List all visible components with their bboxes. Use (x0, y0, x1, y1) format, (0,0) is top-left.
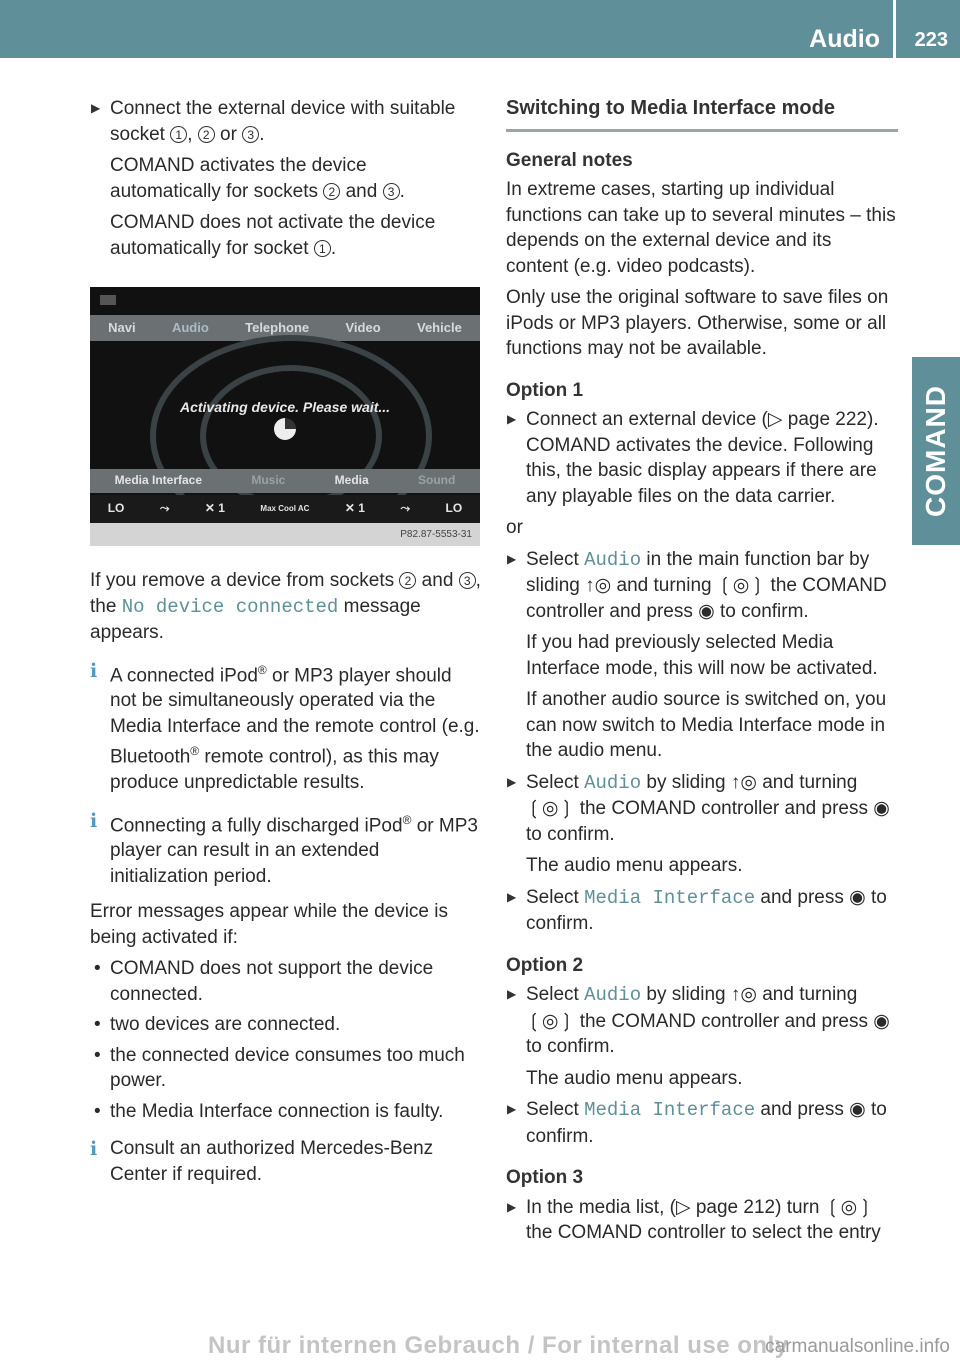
menu-media-interface: Media Interface (584, 1099, 756, 1121)
socket-1-icon: 1 (170, 126, 187, 143)
step-text (526, 885, 898, 937)
page-number: 223 (914, 29, 948, 51)
bullet-icon: • (94, 1014, 101, 1036)
error-intro: Error messages appear while the device is being activated if: (90, 901, 449, 948)
socket-3-icon: 3 (242, 126, 259, 143)
image-reference-code: P82.87-5553-31 (90, 523, 480, 546)
display-tab-vehicle: Vehicle (416, 320, 462, 336)
text: by sliding ↑◎ and turning ❲◎❳ the COMAND controller and press ◉ to confirm. (526, 771, 890, 845)
subheading-option-1: Option 1 (506, 379, 584, 401)
text: and press ◉ to confirm. (526, 886, 887, 934)
text: Select (526, 1099, 585, 1120)
result-text: COMAND activates the device automatically for sockets (110, 155, 367, 202)
display-submenu-music: Music (251, 473, 286, 488)
step-arrow-icon: ▶ (507, 412, 517, 426)
registered-mark: ® (190, 744, 200, 759)
remove-device-text (90, 568, 482, 646)
display-submenu-media-interface: Media Interface (114, 473, 203, 488)
display-tab-navi: Navi (108, 320, 136, 336)
end: . (399, 180, 405, 202)
info-icon: i (90, 809, 98, 832)
subheading-general-notes: General notes (506, 149, 633, 171)
display-airflow-icon: ⤳ (400, 501, 411, 516)
step-connect-external (506, 407, 898, 509)
display-airflow-icon: ⤳ (159, 501, 170, 516)
step-text: Connect an external device (▷ page 222). COMAND activates the device. Following this, the basic display appears if there are any playable files on the data carrier. (526, 409, 879, 507)
step-arrow-icon: ▶ (507, 551, 517, 566)
text: Select (526, 886, 585, 908)
subheading-option-2: Option 2 (506, 954, 584, 976)
menu-media-interface: Media Interface (584, 886, 756, 909)
step-text: In the media list, (▷ page 212) turn ❲◎❳ the COMAND controller to select the entry (526, 1196, 881, 1243)
chapter-tab-label: COMAND (920, 385, 951, 517)
list-item-text: the connected device consumes too much power. (110, 1044, 465, 1092)
step-arrow-icon: ▶ (507, 889, 517, 904)
step-select-media-interface-2 (506, 1097, 898, 1149)
chapter-tab[interactable] (912, 357, 960, 545)
socket-2-icon: 2 (323, 183, 340, 200)
general-note-2: Only use the original software to save files on iPods or MP3 players. Otherwise, some or all functions may not be available. (506, 287, 889, 359)
display-max-cool: Max Cool AC (260, 504, 310, 514)
registered-mark: ® (402, 812, 412, 827)
step-select-media-interface (506, 885, 898, 937)
step-arrow-icon: ▶ (91, 101, 101, 115)
step-text-a: Connect the external device with suitable socket (110, 98, 456, 145)
menu-audio: Audio (584, 771, 642, 794)
list-item (90, 1043, 482, 1094)
display-fan-right: ✕ 1 (344, 501, 365, 516)
text: Select (526, 771, 585, 793)
note-text: COMAND does not activate the device automatically for socket (110, 212, 436, 259)
menu-audio: Audio (584, 984, 642, 1006)
display-tab-audio: Audio (171, 320, 209, 336)
step-connect-device (90, 96, 482, 261)
display-submenu-media: Media (334, 473, 369, 488)
text: Select (526, 548, 585, 570)
bullet-icon: • (94, 1100, 101, 1122)
text: A connected iPod (110, 664, 258, 686)
text: message appears. (90, 595, 421, 643)
display-tab-video: Video (345, 320, 381, 336)
step-text (526, 770, 898, 848)
text: by sliding ↑◎ and turning ❲◎❳ the COMAND controller and press ◉ to confirm. (526, 984, 890, 1057)
text: Select (526, 984, 585, 1005)
subheading-option-3: Option 3 (506, 1167, 584, 1188)
step-text (526, 982, 898, 1060)
list-item (90, 956, 482, 1007)
step-result: The audio menu appears. (526, 1067, 743, 1089)
display-climate-lo-right: LO (445, 501, 463, 516)
text: If you remove a device from sockets (90, 570, 400, 591)
sep: , (187, 123, 198, 145)
display-spinner-icon (274, 418, 296, 440)
display-corner-icon (100, 295, 116, 305)
info-text (110, 658, 482, 796)
step-arrow-icon: ▶ (507, 1199, 517, 1214)
comand-display-image (90, 287, 480, 546)
display-audio-submenu (90, 469, 480, 493)
socket-2-icon: 2 (198, 126, 215, 143)
display-fan-left: ✕ 1 (204, 501, 225, 516)
step-note: If another audio source is switched on, you can now switch to Media Interface mode in the audio menu. (526, 689, 887, 761)
step-arrow-icon: ▶ (507, 774, 517, 789)
section-heading: Switching to Media Interface mode (506, 96, 898, 132)
and: and (340, 180, 383, 202)
text: in the main function bar by sliding ↑◎ and turning ❲◎❳ the COMAND controller and press ◉ to confirm. (526, 548, 887, 622)
socket-3-icon: 3 (459, 572, 476, 589)
step-select-audio (506, 547, 898, 764)
site-watermark: carmanualsonline.info (765, 1336, 950, 1357)
info-note (90, 658, 482, 796)
step-arrow-icon: ▶ (507, 987, 517, 1001)
step-select-audio-3 (506, 982, 898, 1091)
text: and press ◉ to confirm. (526, 1099, 887, 1147)
socket-3-icon: 3 (383, 183, 400, 200)
end: . (259, 123, 265, 145)
info-icon: i (90, 659, 98, 682)
step-note: If you had previously selected Media Interface mode, this will now be activated. (526, 632, 878, 679)
text: Connecting a fully discharged iPod (110, 814, 403, 836)
left-column (90, 96, 482, 1195)
or-separator: or (506, 517, 523, 538)
section-title: Audio (809, 25, 880, 53)
list-item-text: the Media Interface connection is faulty. (110, 1100, 444, 1122)
list-item (90, 1099, 482, 1125)
list-item-text: COMAND does not support the device connected. (110, 958, 434, 1005)
info-icon: i (90, 1138, 98, 1161)
step-result (110, 153, 482, 204)
right-column (506, 96, 898, 1252)
text: or MP3 player can result in an extended initialization period. (110, 814, 478, 887)
text: or MP3 player should not be simultaneously operated via the Media Interface and the remote control (e.g. Bluetooth (110, 664, 480, 768)
display-tab-telephone: Telephone (245, 320, 310, 336)
info-note (90, 1136, 482, 1187)
sep: or (214, 123, 243, 145)
info-note (90, 808, 482, 890)
socket-1-icon: 1 (314, 240, 331, 257)
step-result: The audio menu appears. (526, 855, 743, 876)
end: . (330, 237, 337, 259)
list-item-text: two devices are connected. (110, 1014, 341, 1036)
page-header-bar (0, 0, 960, 58)
text: and (416, 570, 459, 591)
step-text (526, 1097, 898, 1149)
menu-audio: Audio (584, 548, 642, 571)
registered-mark: ® (257, 662, 267, 677)
socket-2-icon: 2 (399, 572, 416, 589)
step-select-audio-2 (506, 770, 898, 879)
step-text (110, 96, 482, 147)
step-note (110, 210, 482, 261)
bullet-icon: • (94, 958, 101, 980)
info-text (110, 808, 482, 890)
display-climate-lo-left: LO (107, 501, 125, 516)
header-divider (893, 0, 896, 58)
general-note-1: In extreme cases, starting up individual functions can take up to several minutes – this depends on the external device and its content (e.g. video podcasts). (506, 179, 896, 277)
step-arrow-icon: ▶ (507, 1102, 517, 1116)
internal-use-watermark: Nur für internen Gebrauch / For internal use only (208, 1332, 789, 1359)
info-text: Consult an authorized Mercedes-Benz Center if required. (110, 1138, 434, 1185)
text: remote control), as this may produce unpredictable results. (110, 746, 439, 794)
step-media-list (506, 1195, 898, 1246)
display-activating-message: Activating device. Please wait... (179, 399, 391, 415)
list-item (90, 1012, 482, 1038)
no-device-connected-message: No device connected (121, 595, 339, 618)
bullet-icon: • (94, 1044, 101, 1066)
text: , the (90, 570, 481, 617)
display-submenu-sound: Sound (418, 473, 456, 488)
step-text (526, 547, 898, 625)
display-climate-bar (90, 495, 480, 523)
